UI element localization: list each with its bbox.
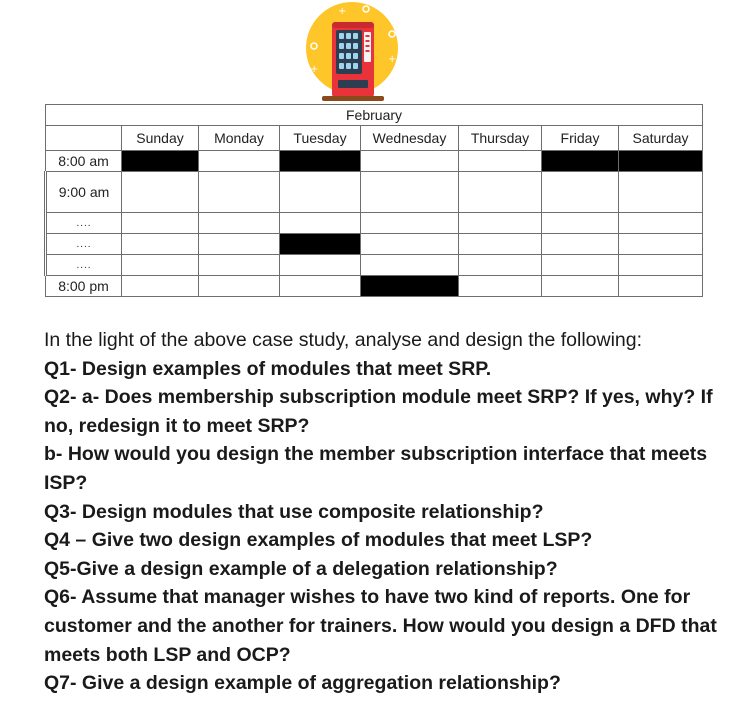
schedule-cell: [199, 255, 280, 276]
schedule-cell: [199, 213, 280, 234]
schedule-cell-booked: [122, 151, 199, 172]
time-row: [46, 151, 703, 172]
time-row: [46, 276, 703, 297]
svg-text:+: +: [388, 54, 397, 65]
schedule-cell: [619, 213, 703, 234]
schedule-cell: [459, 255, 542, 276]
schedule-cell: [619, 172, 703, 213]
schedule-cell: [122, 276, 199, 297]
day-header-row: [46, 126, 703, 151]
question-6: Q6- Assume that manager wishes to have two kind of reports. One for customer and the another for trainers. How would you design a DFD that meets both LSP and OCP?: [44, 586, 717, 666]
schedule-cell-booked: [361, 276, 459, 297]
schedule-cell: [361, 213, 459, 234]
month-label: February: [46, 105, 703, 126]
schedule-cell: [542, 255, 619, 276]
time-label: ....: [46, 213, 122, 234]
schedule-table: [44, 104, 703, 297]
schedule-cell: [199, 276, 280, 297]
schedule-cell: [122, 172, 199, 213]
time-row: [46, 234, 703, 255]
schedule-cell: [280, 213, 361, 234]
schedule-cell: [280, 255, 361, 276]
month-row: [46, 105, 703, 126]
day-header-tuesday: Tuesday: [280, 126, 361, 151]
day-header-wednesday: Wednesday: [361, 126, 459, 151]
question-7: Q7- Give a design example of aggregation relationship?: [44, 672, 561, 695]
svg-text:+: +: [338, 6, 347, 17]
schedule-cell: [122, 234, 199, 255]
question-2b: b- How would you design the member subscription interface that meets ISP?: [44, 443, 708, 494]
schedule-cell: [542, 234, 619, 255]
schedule-cell: [542, 172, 619, 213]
schedule-cell: [619, 234, 703, 255]
corner-cell: [46, 126, 122, 151]
day-header-saturday: Saturday: [619, 126, 703, 151]
schedule-cell: [619, 255, 703, 276]
time-row: [46, 213, 703, 234]
schedule-cell: [542, 276, 619, 297]
schedule-cell: [361, 234, 459, 255]
schedule-cell: [459, 172, 542, 213]
schedule-cell-booked: [619, 151, 703, 172]
question-5: Q5-Give a design example of a delegation relationship?: [44, 557, 558, 580]
schedule-cell: [280, 172, 361, 213]
schedule-cell: [459, 276, 542, 297]
schedule-cell-booked: [542, 151, 619, 172]
schedule-cell: [199, 172, 280, 213]
day-header-monday: Monday: [199, 126, 280, 151]
day-header-sunday: Sunday: [122, 126, 199, 151]
time-label: 9:00 am: [46, 172, 122, 213]
question-3: Q3- Design modules that use composite relationship?: [44, 500, 544, 523]
schedule-cell-booked: [280, 151, 361, 172]
day-header-friday: Friday: [542, 126, 619, 151]
intro-text: In the light of the above case study, analyse and design the following:: [44, 329, 643, 351]
time-row: [46, 255, 703, 276]
schedule-cell: [122, 213, 199, 234]
schedule-cell-booked: [280, 234, 361, 255]
time-label: 8:00 pm: [46, 276, 122, 297]
schedule-cell: [542, 213, 619, 234]
schedule-cell: [361, 172, 459, 213]
schedule-cell: [619, 276, 703, 297]
day-header-thursday: Thursday: [459, 126, 542, 151]
schedule-cell: [361, 151, 459, 172]
questions-block: [44, 326, 724, 698]
schedule-cell: [199, 151, 280, 172]
schedule-cell: [361, 255, 459, 276]
schedule-cell: [280, 276, 361, 297]
time-label: ....: [46, 255, 122, 276]
question-2a: Q2- a- Does membership subscription module meet SRP? If yes, why? If no, redesign it to meet SRP?: [44, 386, 713, 437]
vending-machine-icon: [298, 0, 406, 104]
time-label: 8:00 am: [46, 151, 122, 172]
schedule-cell: [122, 255, 199, 276]
time-label: ....: [46, 234, 122, 255]
schedule-cell: [459, 213, 542, 234]
question-4: Q4 – Give two design examples of modules that meet LSP?: [44, 529, 593, 552]
schedule-cell: [459, 151, 542, 172]
schedule-cell: [459, 234, 542, 255]
svg-text:+: +: [310, 64, 319, 75]
time-row: [46, 172, 703, 213]
schedule-cell: [199, 234, 280, 255]
question-1: Q1- Design examples of modules that meet SRP.: [44, 357, 492, 380]
